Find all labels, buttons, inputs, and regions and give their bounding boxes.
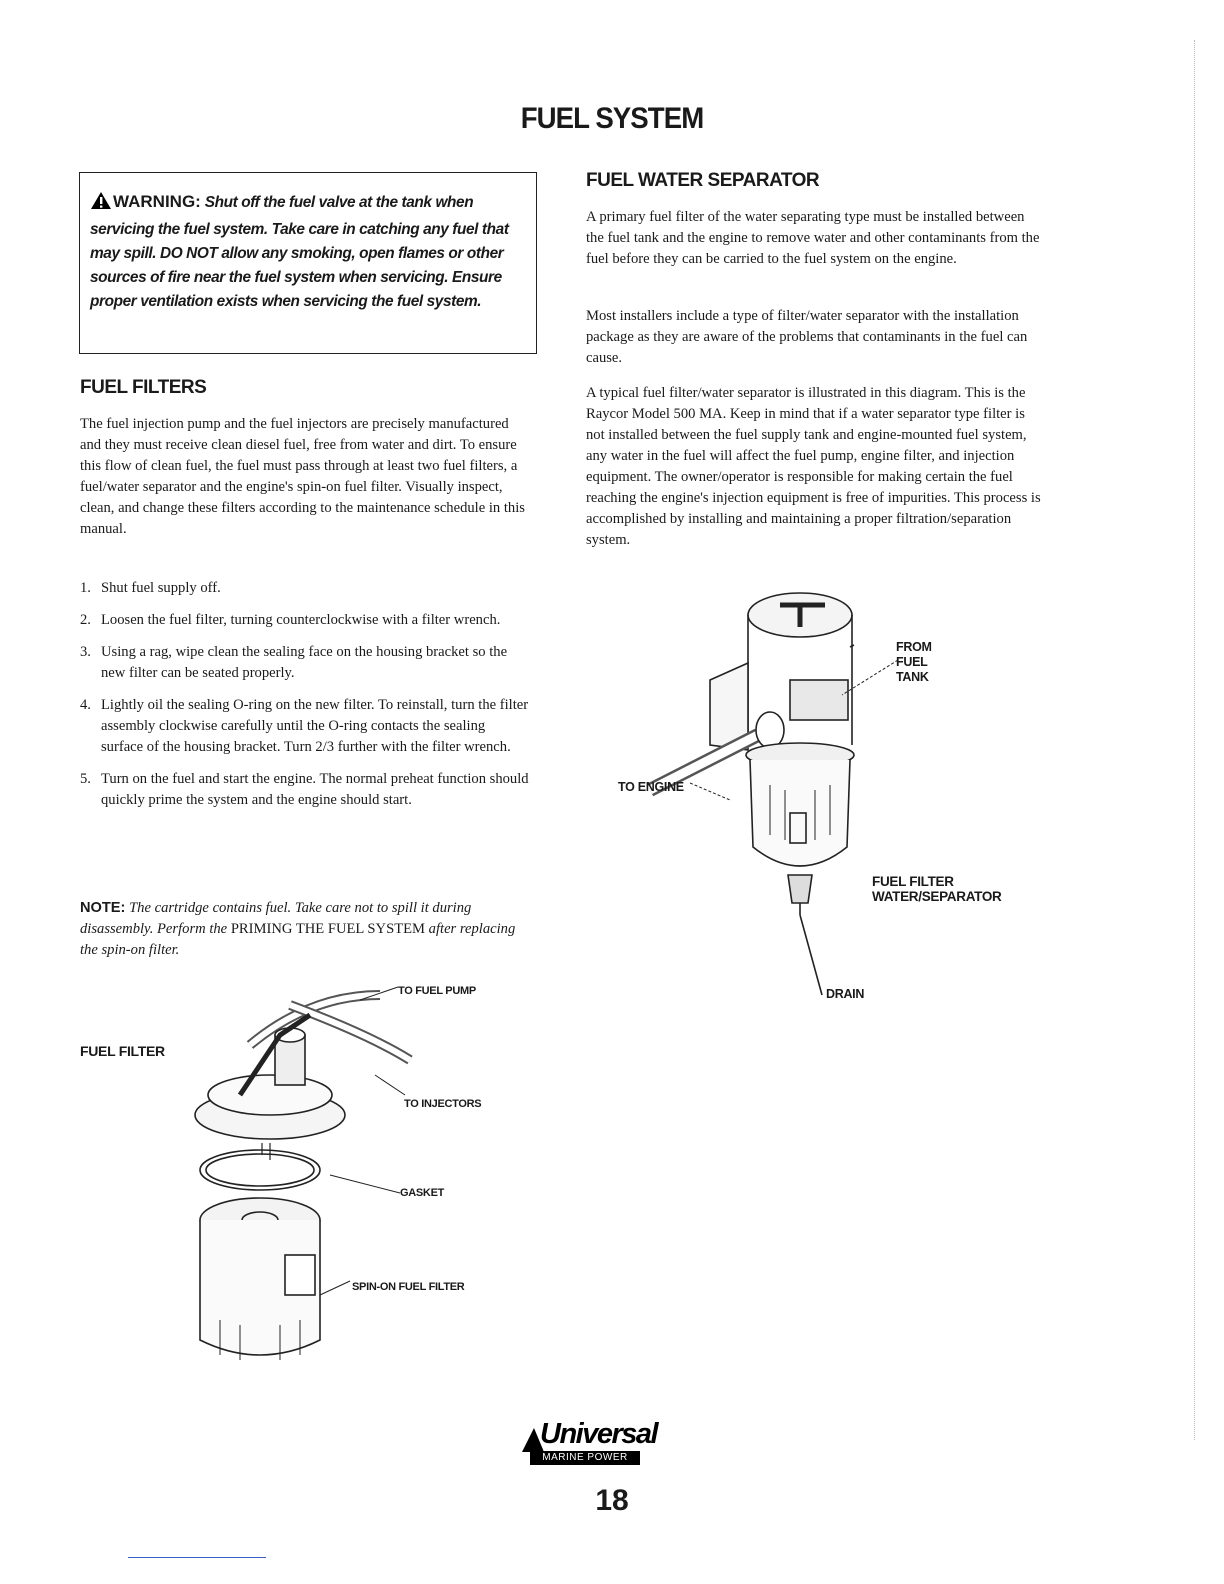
separator-illustration [610, 585, 910, 1005]
page-number: 18 [595, 1484, 629, 1517]
logo-wordmark: Universal [540, 1418, 658, 1450]
fuel-water-separator-heading: FUEL WATER SEPARATOR [586, 170, 820, 191]
separator-caption-line-1: FUEL FILTER [872, 874, 954, 889]
from-label-line-1: FROM [896, 640, 932, 654]
procedure-steps [80, 578, 530, 822]
note-label: NOTE: [80, 900, 126, 916]
drain-label: DRAIN [826, 987, 865, 1001]
logo-subtitle: MARINE POWER [530, 1451, 640, 1465]
step-number: 5. [80, 771, 91, 787]
note-text-a: The cartridge contains fuel. Take care not to spill it during disassembly. Perform the [80, 900, 472, 937]
separator-paragraph-1: A primary fuel filter of the water separating type must be installed between the fuel tank and the engine to remove water and other contaminants from the fuel before they can be carried to the fuel system on the engine. [586, 209, 1040, 267]
note-paragraph [80, 898, 530, 961]
step-text: Shut fuel supply off. [101, 580, 221, 596]
list-item [80, 695, 530, 758]
page-title: FUEL SYSTEM [520, 102, 704, 136]
note-text-b: after replacing the spin-on filter. [80, 921, 516, 958]
warning-triangle-icon [90, 191, 112, 218]
step-number: 2. [80, 612, 91, 628]
step-text: Turn on the fuel and start the engine. The normal preheat function should quickly prime the system and the engine should start. [101, 771, 529, 808]
list-item [80, 578, 530, 599]
note-caps: PRIMING THE FUEL SYSTEM [230, 921, 426, 937]
fuel-filter-caption: FUEL FILTER [80, 1043, 165, 1059]
page-edge-line [1194, 40, 1195, 1440]
spin-on-filter-label: SPIN-ON FUEL FILTER [352, 1281, 465, 1293]
from-label-line-3: TANK [896, 670, 929, 684]
list-item [80, 610, 530, 631]
step-text: Loosen the fuel filter, turning counterclockwise with a filter wrench. [101, 612, 501, 628]
step-text: Using a rag, wipe clean the sealing face on the housing bracket so the new filter can be seated properly. [101, 644, 508, 681]
warning-body: Shut off the fuel valve at the tank when servicing the fuel system. Take care in catching any fuel that may spill. DO NOT allow any smoking, open flames or other sources of fire near the fuel system when servicing. Ensure proper ventilation exists when servicing the fuel system. [90, 194, 509, 310]
from-label-line-2: FUEL [896, 655, 928, 669]
step-number: 4. [80, 697, 91, 713]
separator-caption-line-2: WATER/SEPARATOR [872, 889, 1002, 904]
warning-label: WARNING: [113, 192, 201, 211]
fuel-filters-heading: FUEL FILTERS [80, 377, 207, 398]
to-injectors-label: TO INJECTORS [404, 1098, 482, 1110]
gasket-label: GASKET [400, 1187, 445, 1199]
bottom-rule [128, 1557, 266, 1558]
list-item [80, 642, 530, 684]
step-number: 3. [80, 644, 91, 660]
fuel-filter-illustration [180, 975, 440, 1375]
to-engine-label: TO ENGINE [618, 780, 684, 794]
separator-paragraph-3: A typical fuel filter/water separator is illustrated in this diagram. This is the Raycor Model 500 MA. Keep in mind that if a water separator type filter is not installed between the fuel supply tank and engine-mounted fuel system, any water in the fuel will affect the fuel pump, engine filter, and injection equipment. The owner/operator is responsible for making certain the fuel reaching the engine's injection equipment is free of impurities. This process is accomplished by installing and maintaining a proper filtration/separation system. [586, 385, 1041, 548]
separator-paragraph-2: Most installers include a type of filter/water separator with the installation package as they are aware of the problems that contaminants in the fuel can cause. [586, 308, 1028, 366]
fuel-filters-paragraph: The fuel injection pump and the fuel injectors are precisely manufactured and they must receive clean diesel fuel, free from water and dirt. To ensure this flow of clean fuel, the fuel must pass through at least two fuel filters, a fuel/water separator and the engine's spin-on fuel filter. Visually inspect, clean, and change these filters according to the maintenance schedule in this manual. [80, 416, 525, 537]
universal-logo [512, 1418, 658, 1482]
from-tank-label [896, 640, 932, 685]
separator-caption [872, 874, 1002, 904]
step-number: 1. [80, 580, 91, 596]
step-text: Lightly oil the sealing O-ring on the new filter. To reinstall, turn the filter assembly clockwise carefully until the O-ring contacts the sealing surface of the housing bracket. Turn 2/3 further with the filter wrench. [101, 697, 529, 755]
list-item [80, 769, 530, 811]
warning-text-block [90, 190, 530, 314]
to-fuel-pump-label: TO FUEL PUMP [398, 985, 476, 997]
